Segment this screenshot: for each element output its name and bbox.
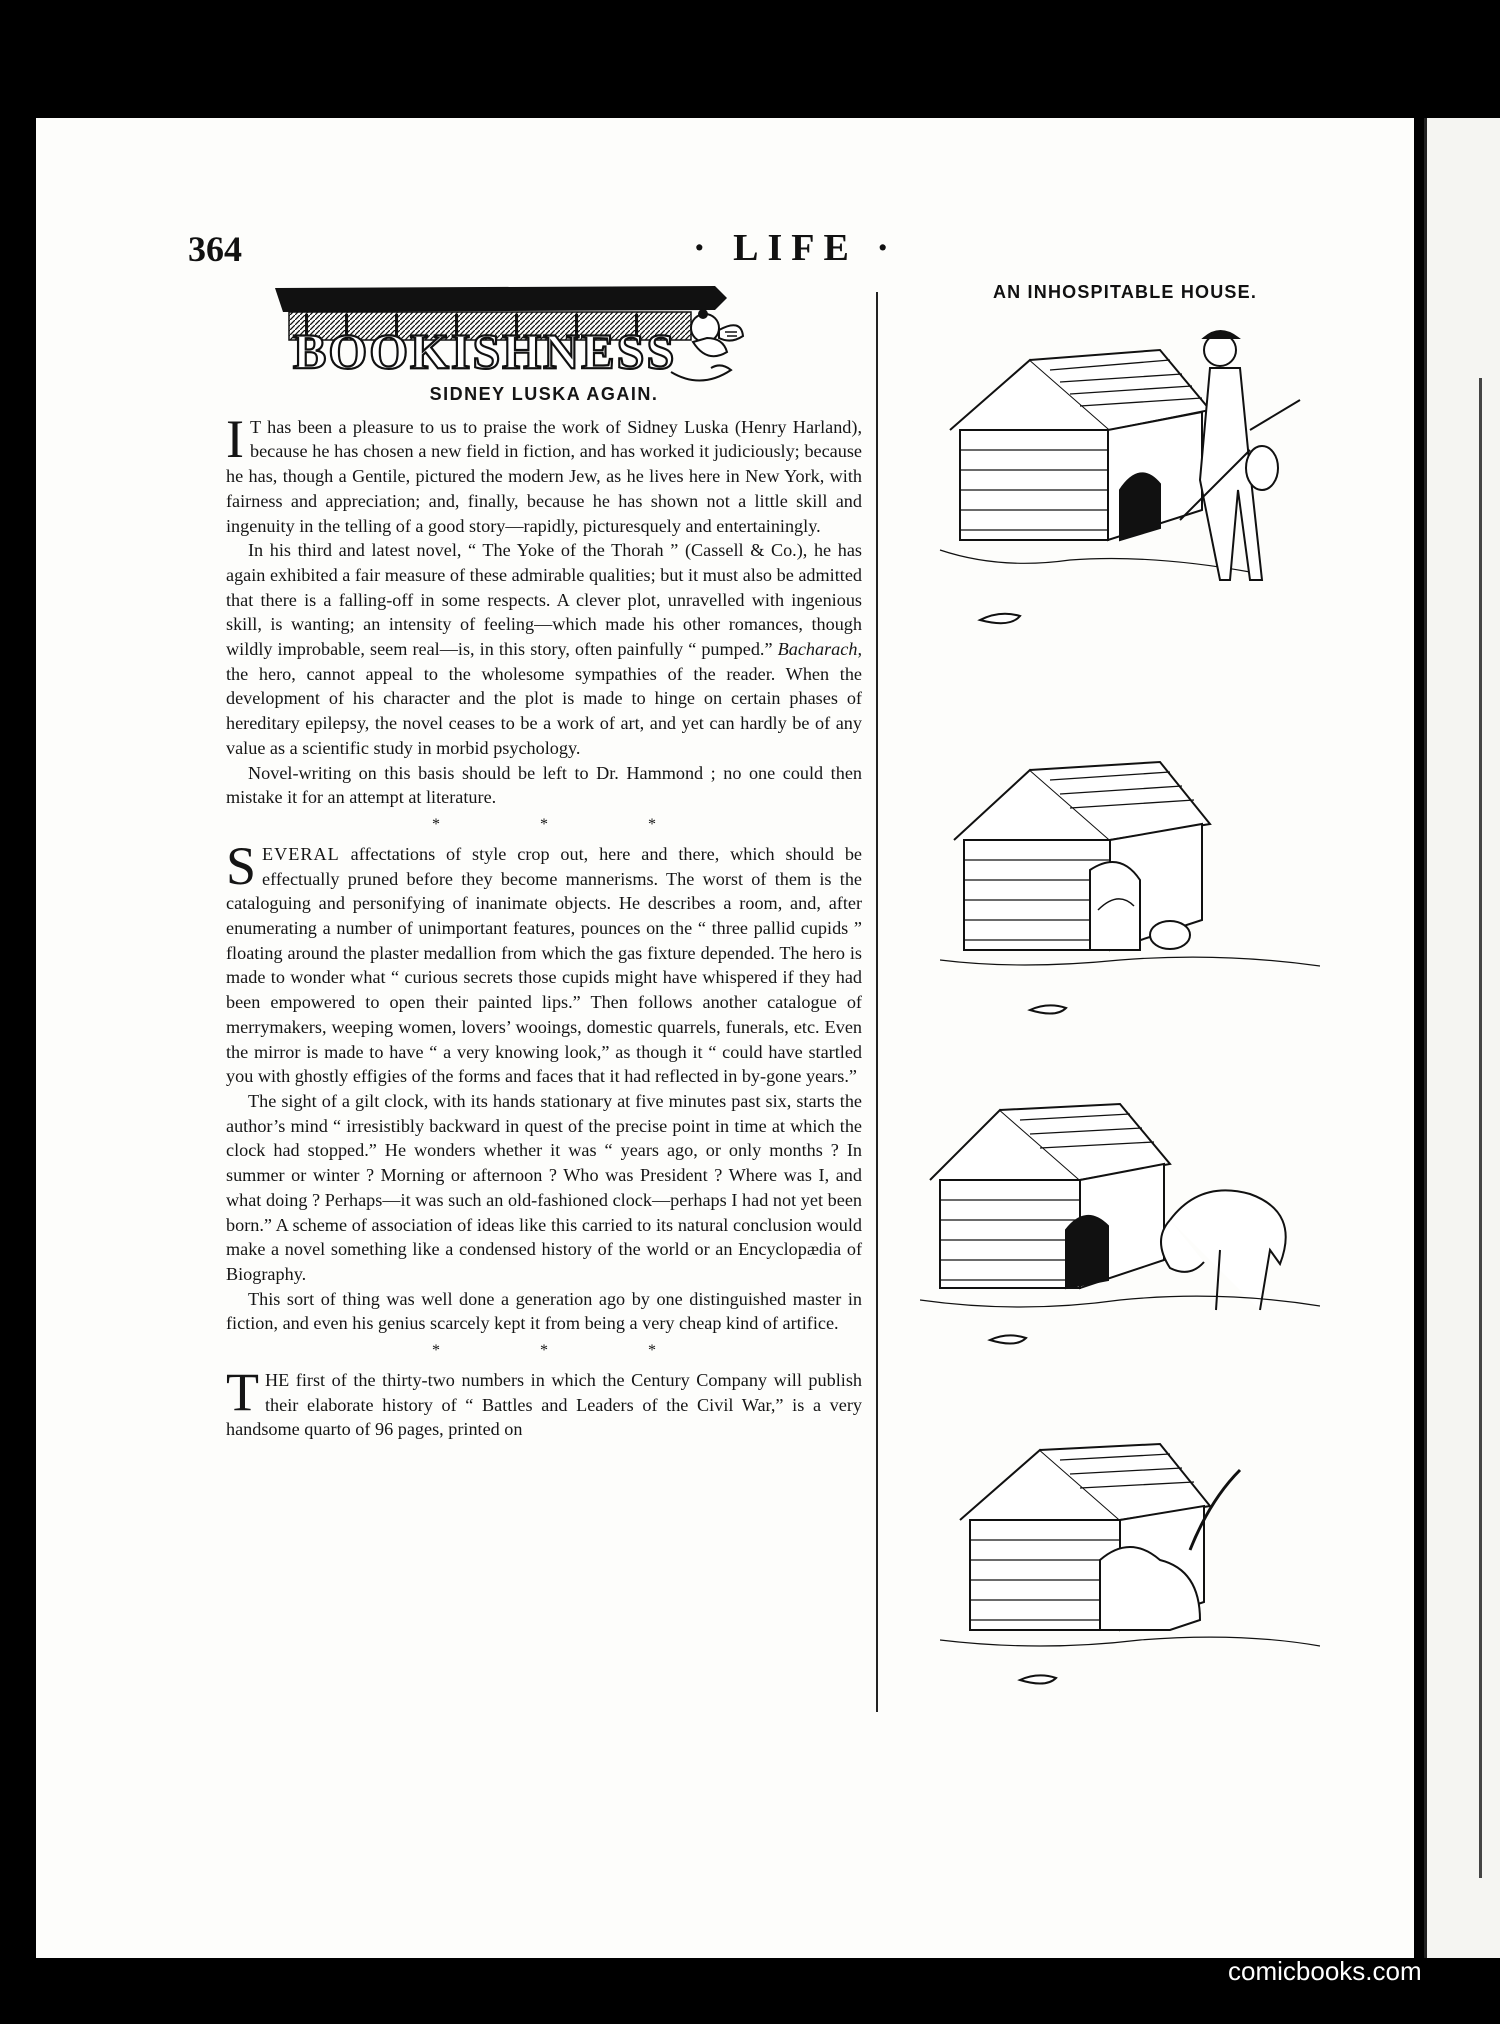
cartoon-panel-3 [920,1100,1320,1360]
italic-bacharach: Bacharach, [777,639,862,660]
paragraph-1: I T has been a pleasure to us to praise the work of Sidney Luska (Henry Harland), because he has chosen a new field in fiction, and has worked it judiciously; because he has, though a Gentile, pictured the modern Jew, as he lives here in New York, with fairness and appreciation; and, finally, because he has shown not a little skill and ingenuity in the telling of a good story—rapidly, picturesquely and entertainingly. [226,408,862,536]
masthead-title: · LIFE · [693,227,899,269]
section-divider-1: * * * [432,815,704,833]
page-header [188,228,1288,268]
section-divider-2: * * * [432,1342,704,1360]
bookishness-logo [275,280,745,390]
logo-text: BOOKISHNESS [293,323,677,379]
paragraph-6: This sort of thing was well done a generation ago by one distinguished master in fiction, and even his genius scarcely kept it from being a very cheap kind of artifice. [226,1288,862,1334]
paragraph-7: THE first of the thirty-two numbers in which the Century Company will publish their elaborate history of “ Battles and Leaders of the Civil War,” is a very handsome quarto of 96 pages, printed on [226,1362,862,1440]
cartoon-panel-1 [920,320,1320,670]
cartoon-panel-2 [940,750,1320,1040]
article-column [226,382,862,1442]
page-number: 364 [188,229,242,269]
drop-cap-s: S [226,835,257,896]
cartoon-title: AN INHOSPITABLE HOUSE. [992,282,1258,302]
column-rule [876,292,878,1712]
facing-page-edge [1424,118,1500,1958]
drop-cap-t: T [226,1362,259,1423]
drop-cap-i: I [226,408,244,469]
cartoon-panel-4 [940,1440,1320,1710]
paragraph-2: In his third and latest novel, “ The Yoke of the Thorah ” (Cassell & Co.), he has again exhibited a fair measure of these admirable qualities; but it must also be admitted that there is a falling-off in some respects. A clever plot, unravelled with ingenious skill, is wanting; an intensity of feeling—which made his other romances, though wildly improbable, seem real—is, in this story, often painfully “ pumped.” Bacharach, the hero, cannot appeal to the wholesome sympathies of the reader. When the development of his character and the plot is made to hinge on certain phases of hereditary epilepsy, the novel ceases to be a work of art, and yet can hardly be of any value as a scientific study in morbid psychology. [226,540,862,758]
article-heading: SIDNEY LUSKA AGAIN. [429,384,659,404]
paragraph-5: The sight of a gilt clock, with its hands stationary at five minutes past six, starts the author’s mind “ irresistibly backward in quest of the precise point in time at which the clock had stopped.” He wonders whether it was “ years ago, or only months ? In summer or winter ? Morning or afternoon ? Who was President ? Where was I, and what doing ? Perhaps—it was such an old-fashioned clock—perhaps I had not yet been born.” A scheme of association of ideas like this carried to its natural conclusion would make a novel something like a condensed history of the world or an Encyclopædia of Biography. [226,1090,862,1284]
site-credit: comicbooks.com [1228,1956,1422,1986]
paragraph-3: Novel-writing on this basis should be left to Dr. Hammond ; no one could then mistake it for an attempt at literature. [226,762,862,808]
paragraph-4: SEVERAL affectations of style crop out, here and there, which should be effectually pruned before they become mannerisms. The worst of them is the cataloguing and personifying of inanimate objects. He describes a room, and, after enumerating a number of unimportant features, pounces on the “ three pallid cupids ” floating around the plaster medallion from which the gas fixture depended. The hero is made to wonder what “ curious secrets those cupids might have whispered if they had been empowered to open their painted lips.” Then follows another catalogue of merrymakers, weeping women, lovers’ wooings, domestic quarrels, funerals, etc. Even the mirror is made to have “ a very knowing look,” as though it “ could have startled you with ghostly effigies of the forms and faces that it had reflected in by-gone years.” [226,835,862,1087]
